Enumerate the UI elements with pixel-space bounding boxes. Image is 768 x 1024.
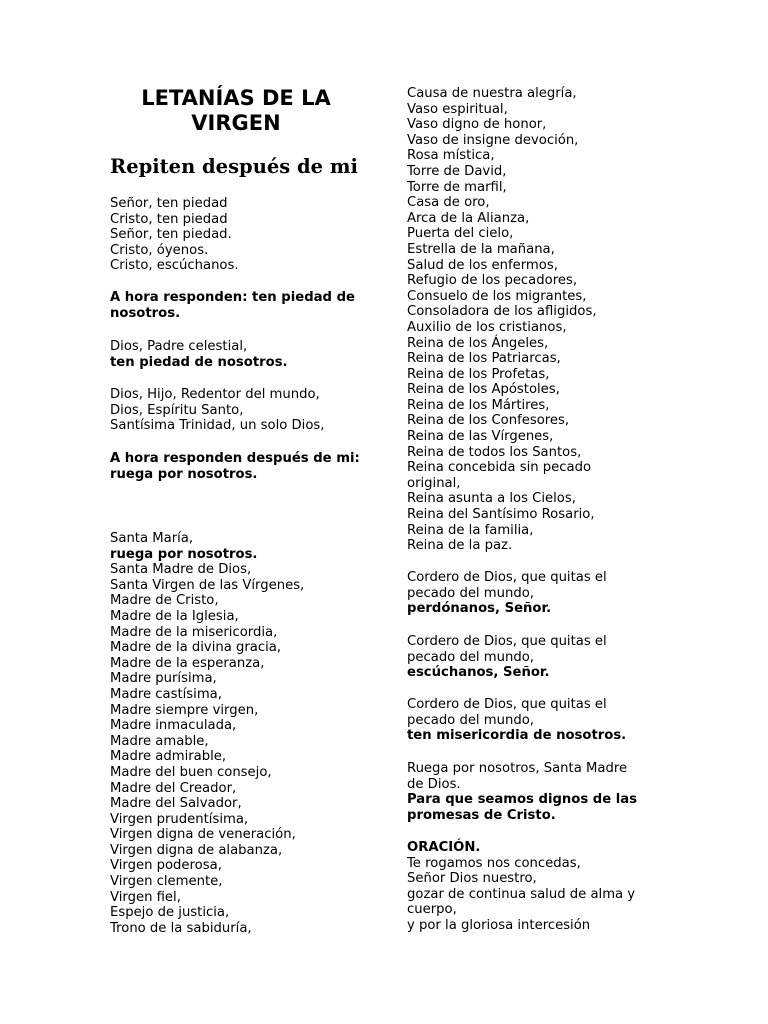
litany-item: Salud de los enfermos, [407, 257, 558, 273]
litany-item: Auxilio de los cristianos, [407, 319, 567, 335]
santa-maria: Santa María, [110, 531, 194, 546]
oracion-line: y por la gloriosa intercesión [407, 917, 591, 933]
litany-item: Trono de la sabiduría, [110, 920, 252, 936]
litany-item: Torre de David, [407, 163, 507, 179]
litany-item: Reina asunta a los Cielos, [407, 491, 576, 507]
litany-item: Madre admirable, [110, 749, 227, 765]
ruega-response: Para que seamos dignos de las promesas de Cristo. [407, 792, 638, 823]
litany-item: Torre de marfil, [407, 179, 507, 195]
litany-item: Arca de la Alianza, [407, 210, 530, 226]
intro-line: Señor, ten piedad [110, 196, 228, 211]
litany-item: Reina de todos los Santos, [407, 444, 582, 460]
agnus-block-2: Cordero de Dios, que quitas el pecado del mundo, escúchanos, Señor. [407, 634, 665, 681]
litany-item: Reina del Santísimo Rosario, [407, 507, 595, 523]
litany-item: Consuelo de los migrantes, [407, 288, 587, 304]
oracion-block [407, 840, 665, 934]
litany-item: Virgen digna de veneración, [110, 827, 296, 843]
litany-item: Madre de la esperanza, [110, 655, 265, 671]
dios-padre: Dios, Padre celestial, [110, 339, 248, 354]
intro-line: Cristo, ten piedad [110, 211, 228, 227]
litany-item: Virgen prudentísima, [110, 811, 249, 827]
litany-item: Madre de Cristo, [110, 593, 219, 609]
litany-item: Madre de la Iglesia, [110, 608, 239, 624]
intro-line: Cristo, escúchanos. [110, 258, 239, 274]
litany-item: Madre del buen consejo, [110, 764, 272, 780]
litany-item: original, [407, 475, 461, 491]
litany-item: Madre amable, [110, 733, 209, 749]
instruction-1: A hora responden: ten piedad de nosotros. [110, 290, 355, 321]
intro-line: Cristo, óyenos. [110, 242, 209, 258]
litany-item: Virgen clemente, [110, 874, 223, 890]
litany-item: Reina de las Vírgenes, [407, 429, 554, 445]
trinity-line: Santísima Trinidad, un solo Dios, [110, 418, 325, 434]
agnus-block-1: Cordero de Dios, que quitas el pecado del mundo, perdónanos, Señor. [407, 570, 665, 617]
agnus-response: ten misericordia de nosotros. [407, 728, 627, 744]
litany-item: Reina concebida sin pecado [407, 460, 592, 476]
litany-item: Reina de los Apóstoles, [407, 382, 560, 398]
agnus-response: perdónanos, Señor. [407, 601, 552, 617]
oracion-line: Te rogamos nos concedas, [407, 855, 581, 871]
litany-item: Virgen fiel, [110, 889, 181, 905]
litany-item: Reina de los Confesores, [407, 413, 570, 429]
litany-item: Madre del Salvador, [110, 796, 242, 812]
litany-item: Reina de los Ángeles, [407, 335, 549, 351]
response-ruega: ruega por nosotros. [110, 546, 258, 562]
litany-item: Reina de los Patriarcas, [407, 351, 561, 367]
litany-item: Reina de los Mártires, [407, 397, 550, 413]
litany-item: Madre siempre virgen, [110, 702, 259, 718]
oracion-title: ORACIÓN. [407, 840, 481, 855]
litany-item: Reina de la familia, [407, 522, 534, 538]
litany-item: Santa Madre de Dios, [110, 562, 252, 578]
subtitle: Repiten después de mi [110, 155, 358, 178]
litany-item: Virgen poderosa, [110, 858, 222, 874]
litany-item: Casa de oro, [407, 195, 490, 211]
response-piedad: ten piedad de nosotros. [110, 354, 288, 370]
trinity-line: Dios, Hijo, Redentor del mundo, [110, 387, 320, 402]
litany-item: Vaso de insigne devoción, [407, 132, 579, 148]
litany-item: Vaso espiritual, [407, 101, 508, 117]
agnus-response: escúchanos, Señor. [407, 665, 550, 681]
litany-item: Refugio de los pecadores, [407, 273, 578, 289]
intro-block [110, 196, 372, 274]
litany-item: Estrella de la mañana, [407, 241, 555, 257]
litany-item: Madre de la misericordia, [110, 624, 278, 640]
litany-item: Madre de la divina gracia, [110, 640, 282, 656]
litany-right [407, 86, 665, 554]
litany-item: Madre del Creador, [110, 780, 237, 796]
litany-item: Reina de los Profetas, [407, 366, 550, 382]
agnus-block-3: Cordero de Dios, que quitas el pecado del mundo, ten misericordia de nosotros. [407, 697, 665, 744]
litany-item: Madre inmaculada, [110, 718, 237, 734]
litany-item: Consoladora de los afligidos, [407, 304, 597, 320]
litany-item: Puerta del cielo, [407, 226, 514, 242]
litany-item: Madre purísima, [110, 671, 217, 687]
litany-item: Rosa mística, [407, 148, 495, 164]
instruction-2: A hora responden después de mi: ruega por nosotros. [110, 451, 360, 482]
oracion-line: Señor Dios nuestro, [407, 871, 537, 887]
litany-item: Espejo de justicia, [110, 905, 230, 921]
trinity-line: Dios, Espíritu Santo, [110, 402, 244, 418]
ruega-block: Ruega por nosotros, Santa Madre de Dios. [407, 761, 628, 792]
oracion-line: gozar de continua salud de alma y [407, 886, 636, 902]
litany-item: Vaso digno de honor, [407, 117, 547, 133]
trinity-block [110, 387, 372, 434]
intro-line: Señor, ten piedad. [110, 227, 232, 243]
dios-padre-block [110, 339, 372, 370]
litany-left [110, 531, 372, 936]
litany-item: Santa Virgen de las Vírgenes, [110, 577, 305, 593]
oracion-line: cuerpo, [407, 902, 457, 918]
litany-item: Virgen digna de alabanza, [110, 842, 283, 858]
litany-item: Madre castísima, [110, 686, 222, 702]
litany-item: Causa de nuestra alegría, [407, 86, 577, 101]
page-title: LETANÍAS DE LA VIRGEN [141, 86, 331, 135]
litany-item: Reina de la paz. [407, 538, 513, 554]
